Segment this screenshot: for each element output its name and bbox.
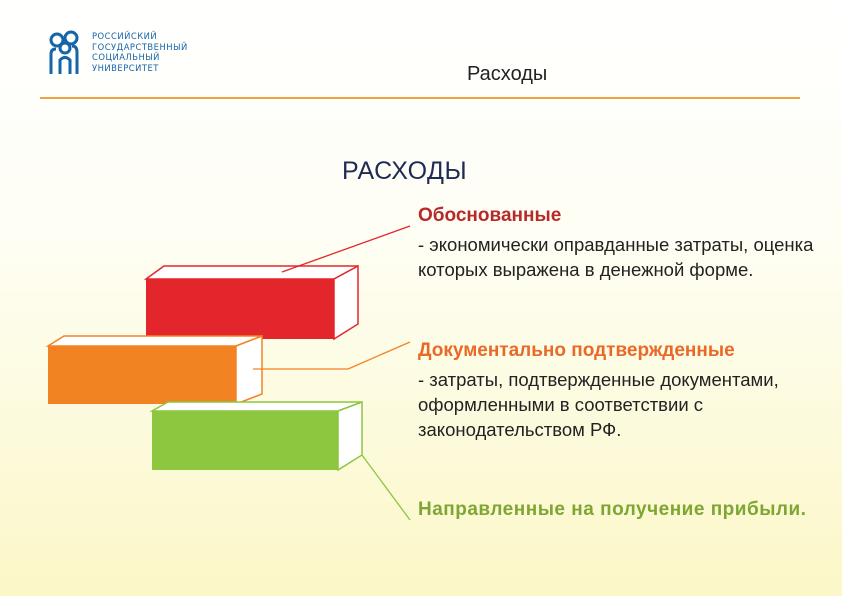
connector-red — [282, 226, 410, 272]
slide-title: РАСХОДЫ — [342, 157, 468, 185]
connector-green — [362, 455, 410, 520]
item-desc-justified: - экономически оправданные затраты, оценка которых выражена в денежной форме. — [418, 234, 814, 280]
orange-block — [48, 336, 262, 404]
red-block — [146, 266, 358, 339]
item-title-profit: Направленные на получение прибыли. — [418, 499, 807, 520]
item-desc-documented: - затраты, подтвержденные документами, оформленными в соответствии с законодательством РФ. — [418, 369, 779, 440]
item-title-justified: Обоснованные — [418, 205, 562, 226]
logo-text: РОССИЙСКИЙ ГОСУДАРСТВЕННЫЙ СОЦИАЛЬНЫЙ УНИВЕРСИТЕТ — [92, 31, 188, 73]
header-title: Расходы — [467, 63, 548, 85]
connector-orange-2 — [348, 342, 410, 369]
item-title-documented: Документально подтвержденные — [418, 340, 735, 361]
green-block — [152, 402, 362, 470]
